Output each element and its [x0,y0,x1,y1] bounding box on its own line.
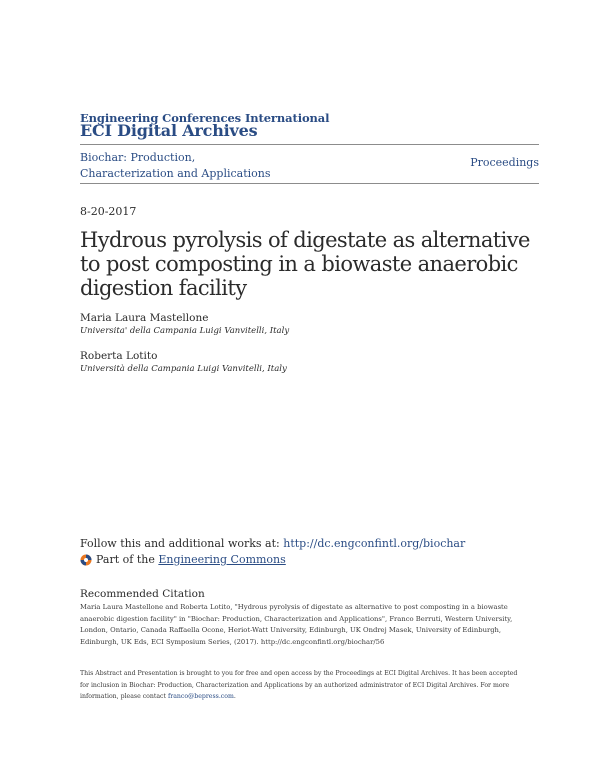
part-of-label: Part of the [96,553,155,566]
footer-notice [80,668,525,703]
archive-name[interactable]: ECI Digital Archives [80,121,258,140]
author-name: Maria Laura Mastellone [80,312,209,324]
footer-text: This Abstract and Presentation is brought to you for free and open access by the Proceedings at ECI Digital Archives. It has been accepted for inclusion in Biochar: Production, Characterization and Applications by an authorized administrator of ECI Digital Archives. For more information, please contact [80,670,518,700]
part-of-line [80,553,286,566]
follow-line [80,537,465,550]
digital-commons-icon [80,554,92,566]
header-rule-bottom [80,183,539,184]
follow-link[interactable]: http://dc.engconfintl.org/biochar [283,537,466,550]
recommended-citation-text: Maria Laura Mastellone and Roberta Lotito, "Hydrous pyrolysis of digestate as alternative to post composting in a biowaste anaerobic digestion facility" in "Biochar: Production, Characterization and Applications", Franco Berruti, Western University, London, Ontario, Canada Raffaella Ocone, Heriot-Watt University, Edinburgh, UK Ondrej Masek, University of Edinburgh, Edinburgh, UK Eds, ECI Symposium Series, (2017). http://dc.engconfintl.org/biochar/56 [80,603,513,646]
paper-title: Hydrous pyrolysis of digestate as alternative to post composting in a biowaste anaerobic digestion facility [80,228,530,300]
proceedings-link[interactable]: Proceedings [470,156,539,169]
author-name: Roberta Lotito [80,350,158,362]
organization-name[interactable]: Engineering Conferences International [80,111,330,125]
contact-email-link[interactable]: franco@bepress.com [167,693,234,700]
engineering-commons-link[interactable]: Engineering Commons [158,553,286,566]
recommended-citation-heading: Recommended Citation [80,588,205,600]
publication-date: 8-20-2017 [80,205,137,218]
footer-end: . [233,693,236,700]
series-link[interactable]: Biochar: Production, Characterization and Applications [80,151,271,180]
header-rule-top [80,144,539,145]
author-affiliation: Universita' della Campania Luigi Vanvitelli, Italy [80,326,290,336]
author-affiliation: Università della Campania Luigi Vanvitelli, Italy [80,364,287,374]
follow-label: Follow this and additional works at: [80,537,284,550]
